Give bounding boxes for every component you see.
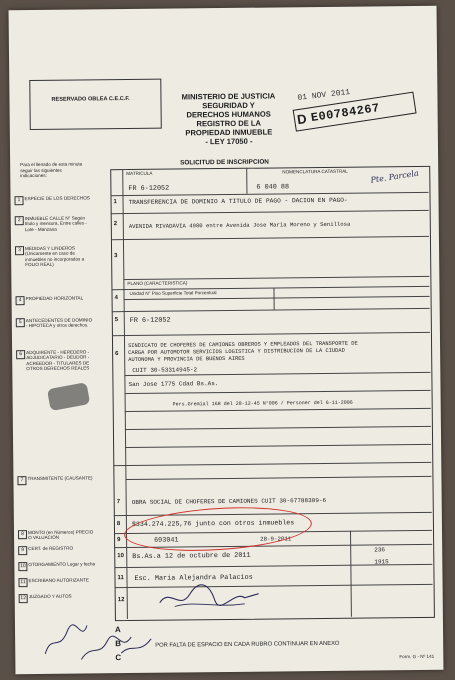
row-number: 12 (117, 597, 125, 604)
document-sheet (9, 6, 444, 674)
row6-line2: CARGA POR AUTOMOTOR SERVICIOS LOGISTICA Y DISTRIBUCION DE LA CIUDAD (128, 347, 345, 357)
label-marker-8: 8 (18, 530, 27, 539)
footer-letter-a: A (114, 625, 121, 635)
ministry-line: MINISTERIO DE JUSTICIA (181, 91, 276, 102)
row-number: 11 (117, 575, 124, 582)
row10-otorgamiento-value: Bs.As.a 12 de octubre de 2011 (132, 551, 251, 561)
ministry-line: DERECHOS HUMANOS (186, 109, 271, 120)
registro-number-value: 1915 (374, 558, 389, 566)
row-number: 9 (117, 537, 121, 544)
row-number: 6 (115, 351, 119, 358)
row-number: 3 (114, 253, 118, 260)
form-code: Form. G - Nº 141 (399, 653, 435, 660)
label-marker-3: 3 (15, 246, 24, 255)
label-marker-2: 2 (15, 216, 24, 225)
matricula-value: FR 6-12052 (128, 184, 170, 194)
row2-inmueble-value: AVENIDA RIVADAVIA 4980 entre Avenida Jose Maria Moreno y Senillosa (128, 220, 351, 231)
row7-transmitente-value: OBRA SOCIAL DE CHOFERES DE CAMIONES CUIT 30-67788309-6 (131, 496, 327, 506)
signature (155, 582, 265, 613)
row6-cuit: CUIT 30-53314945-2 (132, 366, 198, 374)
label-certificado: CERT. de REGISTRO (28, 545, 74, 552)
ministry-line: - LEY 17050 - (205, 136, 253, 147)
row9-certificado-value: 693041 (154, 536, 179, 545)
handwritten-scribbles (41, 613, 172, 664)
reserved-oblea-box (29, 79, 162, 130)
label-juzgado: JUZGADO Y AUTOS (28, 593, 72, 600)
label-marker-9: 9 (18, 546, 27, 555)
row3-plano-label: PLANO (CARACTERISTICA) (127, 280, 188, 287)
row11-escribano-value: Esc. Maria Alejandra Palacios (134, 573, 253, 583)
row5-antecedentes-value: FR 6-12052 (129, 316, 171, 326)
label-marker-12: 12 (19, 594, 28, 603)
row6-line3: AUTONOMA Y PROVINCIA DE BUENOS AIRES (128, 355, 245, 364)
intro-text: Para el llenado de esta minuta seguir las siguientes indicaciones: (20, 161, 83, 179)
label-horizontal: PROPIEDAD HORIZONTAL (25, 295, 84, 302)
label-marker-5: 5 (16, 318, 25, 327)
label-escribano: ESCRIBANO AUTORIZANTE (28, 577, 89, 584)
secretaria-value: 236 (374, 546, 386, 554)
row-number: 7 (116, 499, 121, 506)
row9-date: 28-9-2011 (260, 535, 292, 543)
form-title: SOLICITUD DE INSCRIPCION (180, 158, 269, 167)
row-number: 8 (116, 521, 121, 528)
footer-letter-c: C (115, 653, 122, 663)
row-number: 2 (113, 221, 118, 228)
ministry-line: SEGURIDAD Y (202, 100, 255, 111)
label-antecedentes: ANTECEDENTES DE DOMINIO - HIPOTECA y otros derechos. (25, 317, 93, 329)
label-inmueble: INMUEBLE CALLE N° Según título y mensura, Entre calles - Lote - Manzana (24, 215, 87, 232)
label-transmitente: TRANSMITENTE (CAUSANTE) (27, 475, 93, 482)
row-number: 4 (114, 295, 118, 302)
row-number: 10 (117, 553, 124, 560)
stamp-date: 01 NOV 2011 (297, 87, 351, 103)
row1-especie-value: TRANSFERENCIA DE DOMINIO A TITULO DE PAGO - DACION EN PAGO- (128, 196, 348, 207)
label-marker-4: 4 (16, 296, 25, 305)
label-monto: MONTO (en Números) PRECIO O VALUACIÓN (27, 529, 94, 541)
stamp-number: E00784267 (310, 100, 381, 126)
row-number: 1 (113, 199, 117, 206)
label-especie: ESPECIE DE LOS DERECHOS (24, 195, 90, 202)
ministry-heading (175, 91, 282, 146)
row-number: 5 (114, 317, 119, 324)
row8-monto-value: $334.274.225,76 junto con otros inmuebles (131, 519, 295, 528)
date-stamp (291, 76, 432, 132)
label-medidas: MEDIDAS Y LINDEROS (Únicamente en caso de inmuebles no incorporados a FOLIO REAL) (25, 245, 85, 268)
label-marker-10: 10 (18, 562, 27, 571)
row6-adquirente-value: SINDICATO DE CHOFERES DE CAMIONES OBREROS Y EMPLEADOS DEL TRANSPORTE DE (128, 340, 358, 350)
catastral-value: 6 040 88 (256, 183, 290, 192)
label-marker-11: 11 (18, 578, 27, 587)
label-otorgamiento: OTORGAMIENTO Lugar y fecha (28, 561, 96, 568)
catastral-label: NOMENCLATURA CATASTRAL (282, 168, 348, 175)
reserved-oblea-label: RESERVADO OBLEA C.E.C.F. (51, 95, 130, 103)
ink-blot (47, 382, 90, 411)
label-adquirente: ADQUIRENTE - HEREDERO - ADJUDICATARIO - DEUDOR - ACREEDOR - TITULARES DE OTROS DERECHOS REALES (26, 349, 90, 372)
matricula-label: MATRICULA (126, 170, 153, 177)
continue-in-annex-notice: POR FALTA DE ESPACIO EN CADA RUBRO CONTINUAR EN ANEXO (155, 640, 340, 649)
footer-letter-b: B (115, 639, 122, 649)
row6-domicilio: San Jose 1775 Cdad Bs.As. (128, 380, 219, 389)
row6-personeria: Pers.Gremial 168 del 28-12-45 N°006 / Personer del 6-11-2006 (172, 399, 353, 408)
stamp-letter: D (296, 110, 308, 128)
label-marker-1: 1 (14, 196, 23, 205)
label-marker-6: 6 (16, 350, 25, 359)
parcela-note: Pte. Parcela (369, 168, 420, 185)
label-marker-7: 7 (17, 476, 26, 485)
ministry-line: PROPIEDAD INMUEBLE (185, 127, 273, 138)
row4-unidad-header: Unidad N° Piso Superficie Total Porcentual (129, 290, 217, 297)
ministry-line: REGISTRO DE LA (196, 118, 262, 129)
